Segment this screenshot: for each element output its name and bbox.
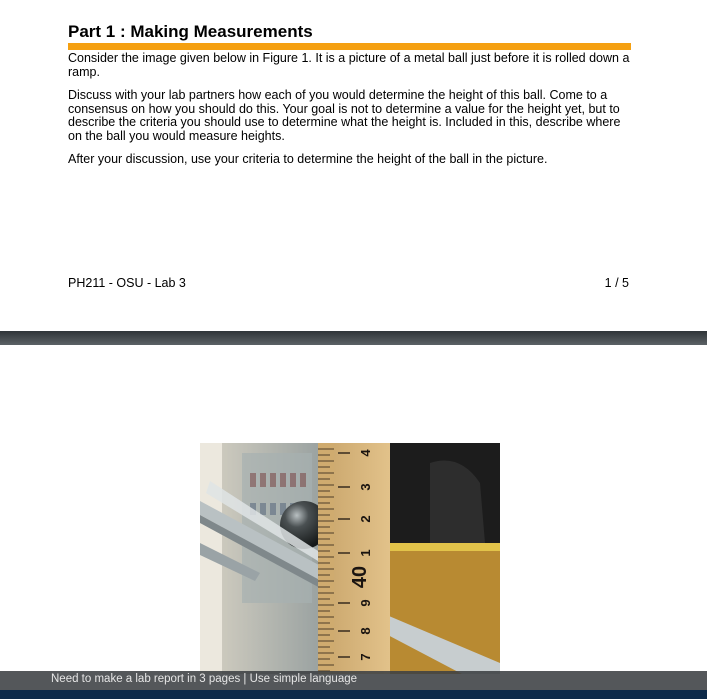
page-footer-page-number: 1 / 5 <box>604 276 629 290</box>
heading-underline <box>68 43 631 50</box>
ruler-label: 3 <box>358 483 373 491</box>
pdf-page-1 <box>0 0 707 331</box>
paragraph-discussion: Discuss with your lab partners how each of you would determine the height of this ball. Come to a consensus on how you should do this. Your goal is not to determine a value for the height yet, but to describe the criteria you should use to determine what the height is. Included in this, describe where on the ball you would measure heights. <box>68 88 621 143</box>
ruler-label: 4 <box>358 449 373 457</box>
ruler-label: 8 <box>358 627 373 635</box>
ruler-label: 40 <box>349 565 371 589</box>
pdf-page-2 <box>0 345 707 699</box>
prompt-bar[interactable] <box>0 671 707 690</box>
page-footer-course: PH211 - OSU - Lab 3 <box>68 276 186 290</box>
section-heading: Part 1 : Making Measurements <box>68 22 313 41</box>
bottom-toolbar-strip <box>0 690 707 699</box>
ruler-label: 9 <box>358 599 373 607</box>
paragraph-after-discussion: After your discussion, use your criteria to determine the height of the ball in the picture. <box>68 152 548 166</box>
ruler-label: 1 <box>358 549 373 557</box>
ruler-label: 2 <box>358 515 373 523</box>
ruler-label: 7 <box>358 653 373 661</box>
ball-ruler-photo <box>200 443 500 674</box>
paragraph-intro: Consider the image given below in Figure 1. It is a picture of a metal ball just before it is rolled down a ramp. <box>68 51 630 79</box>
prompt-text: Need to make a lab report in 3 pages | Use simple language <box>51 673 358 685</box>
figure-1-photo <box>200 443 500 674</box>
page-separator <box>0 331 707 345</box>
